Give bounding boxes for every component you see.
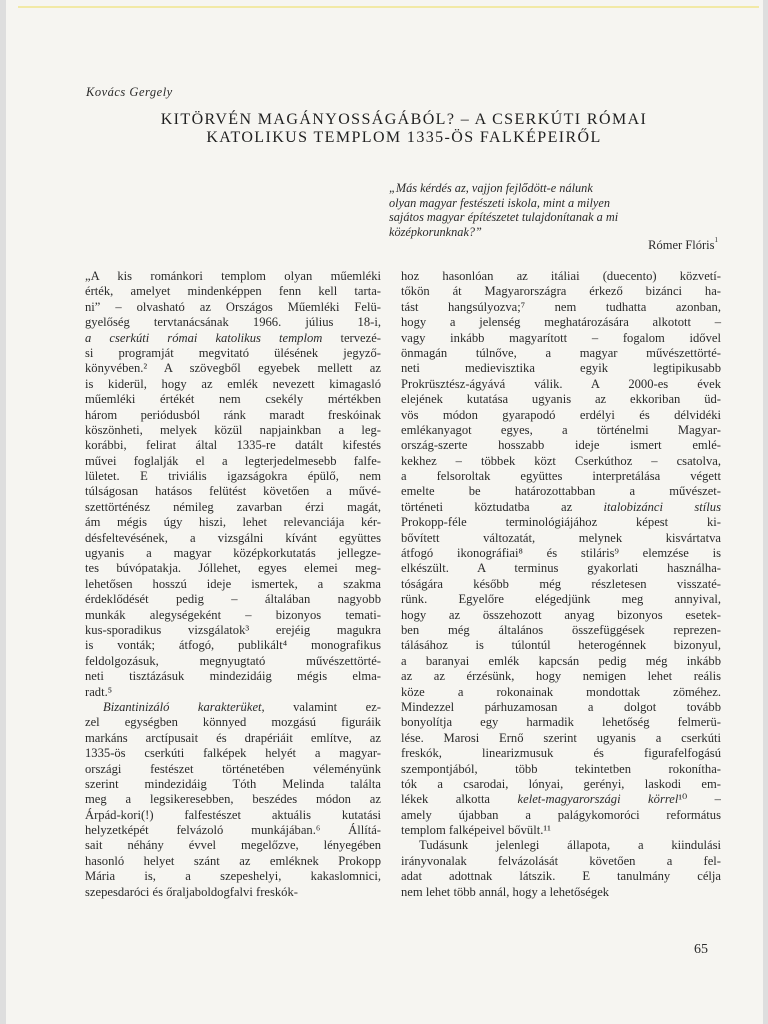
text-line: lehetősen hosszú ideje ismertek, a szakma — [85, 576, 381, 591]
text-line: ország-szerte hosszabb ideje ismert emlé- — [401, 438, 721, 453]
text-line: Prokrüsztész-ágyává válik. A 2000-es évek — [401, 376, 721, 391]
text-line: szerint mindezidáig Tóth Melinda találta — [85, 776, 381, 791]
text-line: Prokopp-féle terminológiájához képest ki- — [401, 515, 721, 530]
text-line: hogy az összehozott anyag bizonyos esetek- — [401, 607, 721, 622]
text-line: lése. Marosi Ernő szerint ugyanis a cserkúti — [401, 730, 721, 745]
text-line: Árpád-kori(!) falfestészet aktuális kutatási — [85, 807, 381, 822]
text-line: elkészült. A terminus gyakorlati használha- — [401, 561, 721, 576]
text-line: munkák alegységeként – bizonyos temati- — [85, 607, 381, 622]
text-line: emelte be határozottabban a művészet- — [401, 484, 721, 499]
text-line: bővített változatát, melynek kisvártatva — [401, 530, 721, 545]
text-line: ám mégis úgy hiszi, lehet relevanciája kér- — [85, 515, 381, 530]
text-line: Tudásunk jelenlegi állapota, a kiindulási — [419, 838, 721, 853]
text-line: ni” – olvasható az Országos Műemléki Felü- — [85, 299, 381, 314]
article-author: Kovács Gergely — [86, 85, 173, 99]
epigraph-author — [648, 238, 718, 253]
text-line: tes búvópatakja. Jóllehet, egyes elemei meg- — [85, 561, 381, 576]
text-line: lékek alkotta kelet-magyarországi körrel¹⁰ – — [401, 792, 721, 807]
epigraph-line: sajátos magyar építészetet tulajdonítanak a mi — [389, 210, 619, 224]
text-line: lületet. E triviális igazságokra épülő, nem — [85, 469, 381, 484]
text-line: helyzetképét felvázoló munkájában.⁶ Állítá- — [85, 823, 381, 838]
text-line: neti tisztázásuk mindezidáig mégis elma- — [85, 669, 381, 684]
text-line: átfogó ikonográfiai⁸ és stiláris⁹ elemzése is — [401, 546, 721, 561]
text-line: Mária is, a szepeshelyi, kakaslomnici, — [85, 869, 381, 884]
text-line: si programját megvitató ülésének jegyző- — [85, 345, 381, 360]
text-line: Bizantinizáló karakterüket, valamint ez- — [103, 699, 381, 714]
text-line: művei foglalják el a legterjedelmesebb falfe- — [85, 453, 381, 468]
text-line: irányvonalak felvázolását követően a fel- — [401, 853, 721, 868]
text-line: neti medievisztika egyik legtipikusabb — [401, 361, 721, 376]
text-line: három periódusból ránk maradt freskóinak — [85, 407, 381, 422]
text-line: is kiderül, hogy az emlék nevezett kimagasló — [85, 376, 381, 391]
article-title-line-2: KATOLIKUS TEMPLOM 1335-ÖS FALKÉPEIRŐL — [206, 129, 602, 146]
text-line: köze a rokonainak mondottak zöméhez. — [401, 684, 721, 699]
text-line: érték, amelyet mindenképpen fenn kell tarta- — [85, 284, 381, 299]
text-line: désfeltevésének, a vizsgálni kívánt együttes — [85, 530, 381, 545]
text-line: meg a legsikeresebben, beszédes módon az — [85, 792, 381, 807]
text-line: rünk. Egyelőre elégedjünk meg annyival, — [401, 592, 721, 607]
text-line: vös módon gyarapodó erdélyi és délvidéki — [401, 407, 721, 422]
text-line: 1335-ös cserkúti falképek helyét a magyar- — [85, 746, 381, 761]
text-line: köszönheti, melyek közül napjainkban a leg- — [85, 422, 381, 437]
text-line: hogy a jelenség meghatározására alkotott – — [401, 315, 721, 330]
text-line: hoz hasonlóan az itáliai (duecento) közvetí- — [401, 269, 721, 283]
text-line: „A kis románkori templom olyan műemléki — [85, 269, 381, 283]
footnote-marker: 1 — [714, 236, 718, 244]
text-line: templom falképeivel bővült.¹¹ — [401, 823, 551, 838]
text-line: korábbi, felirat által 1335-re datált kifestés — [85, 438, 381, 453]
text-line: szepesdaróci és őraljaboldogfalvi freskók- — [85, 884, 298, 899]
text-line: elejének kutatása ugyanis az ekkoriban üd- — [401, 392, 721, 407]
body-column-right — [401, 269, 721, 900]
text-line: tók a csarodai, lónyai, gerényi, laskodi em- — [401, 776, 721, 791]
epigraph-line: „Más kérdés az, vajjon fejlődött-e nálunk — [389, 181, 593, 195]
text-line: feldolgozásuk, megnyugtató művészettörté- — [85, 653, 381, 668]
text-line: Mindezzel párhuzamosan a dolgot tovább — [401, 699, 721, 714]
top-edge-line — [18, 6, 759, 8]
text-line: nem lehet több annál, hogy a lehetőségek — [401, 884, 610, 899]
text-line: is vonták; átfogó, publikált⁴ monografikus — [85, 638, 381, 653]
text-line: a cserkúti római katolikus templom tervezé- — [85, 330, 381, 345]
text-line: szempontjából, több tekintetben rokonítha- — [401, 761, 721, 776]
document-page — [6, 0, 763, 1024]
text-line: markáns arctípusait és drapériáit említve, az — [85, 730, 381, 745]
text-line: amely újabban a palágykomoróci református — [401, 807, 721, 822]
text-line: tőkön át Magyarországra érkező bizánci ha- — [401, 284, 721, 299]
text-line: országi festészet történetében véleményünk — [85, 761, 381, 776]
text-line: önmagán túlnőve, a magyar művészettörté- — [401, 345, 721, 360]
text-line: zel egységben könnyed mozgású figuráik — [85, 715, 381, 730]
epigraph-author-name: Rómer Flóris — [648, 238, 715, 252]
text-line: hasonló helyet szánt az emléknek Prokopp — [85, 853, 381, 868]
text-line: ugyanis a magyar középkorkutatás jellegze- — [85, 546, 381, 561]
text-line: sait néhány évvel megelőzve, lényegében — [85, 838, 381, 853]
epigraph-line: középkorunknak?” — [389, 224, 482, 239]
text-line: ben még általános összefüggések reprezen- — [401, 622, 721, 637]
text-line: emlékanyagot egyes, a történelmi Magyar- — [401, 422, 721, 437]
text-line: műemléki értékét nem csekély mértékben — [85, 392, 381, 407]
text-line: szettörténész némileg zavarban érzi magát, — [85, 499, 381, 514]
text-line: kekhez – többek közt Cserkúthoz – csatolva, — [401, 453, 721, 468]
text-line: túlságosan hatásos felütést követően a művé- — [85, 484, 381, 499]
text-line: érdeklődését pedig – általában nagyobb — [85, 592, 381, 607]
text-line: az az érzésünk, hogy nemigen lehet reális — [401, 669, 721, 684]
text-line: történeti köztudatba az italobizánci stílus — [401, 499, 721, 514]
text-line: tálásához is túlontúl heterogénnek bizonyul, — [401, 638, 721, 653]
page-number: 65 — [694, 942, 708, 957]
text-line: a felsoroltak együttes interpretálása végett — [401, 469, 721, 484]
text-line: tást hangsúlyozva;⁷ nem tudhatta azonban, — [401, 299, 721, 314]
body-column-left — [85, 269, 381, 900]
article-title-line-1: KITÖRVÉN MAGÁNYOSSÁGÁBÓL? – A CSERKÚTI RÓMAI — [160, 111, 648, 128]
text-line: bonyolítja egy harmadik lehetőség felmerü- — [401, 715, 721, 730]
epigraph-quote — [389, 181, 719, 239]
text-line: tóságára később még részletesen visszaté- — [401, 576, 721, 591]
text-line: kus-sporadikus vizsgálatok³ erejéig magukra — [85, 622, 381, 637]
text-line: radt.⁵ — [85, 684, 113, 699]
text-line: a baranyai emlék kapcsán pedig még inkább — [401, 653, 721, 668]
text-line: adat adottnak látszik. E tanulmány célja — [401, 869, 721, 884]
epigraph-line: olyan magyar festészeti iskola, mint a milyen — [389, 195, 610, 210]
text-line: gyelőség tervtanácsának 1966. július 18-i, — [85, 315, 381, 330]
text-line: freskók, linearizmusuk és figurafelfogású — [401, 746, 721, 761]
text-line: vagy inkább magyarított – fogalom idővel — [401, 330, 721, 345]
text-line: könyvében.² A szövegből egyebek mellett az — [85, 361, 381, 376]
